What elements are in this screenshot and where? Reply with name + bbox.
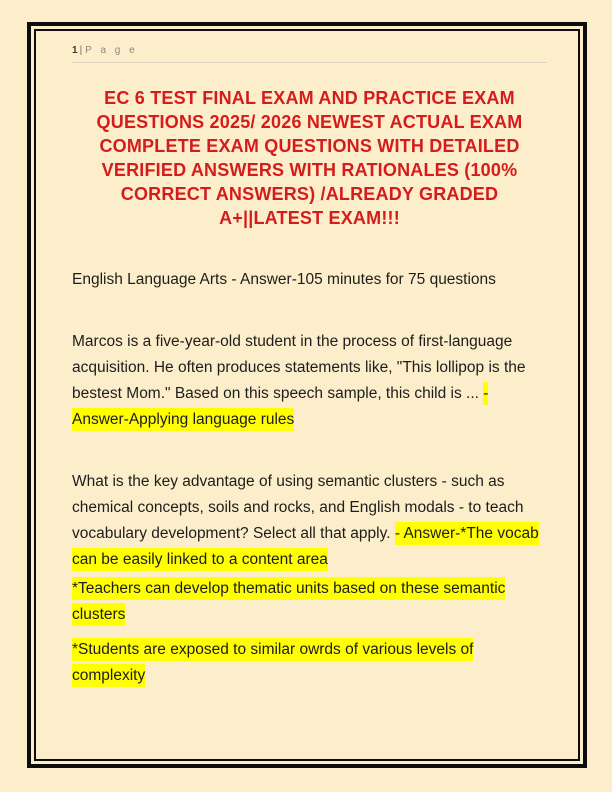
paragraph — [72, 637, 545, 689]
text-run: English Language Arts - Answer-105 minutes for 75 questions — [72, 271, 496, 288]
paragraph — [72, 576, 545, 628]
page-header — [72, 38, 547, 63]
page-header-separator: | — [79, 45, 83, 56]
body-content — [72, 267, 547, 689]
highlighted-text-run: *Teachers can develop thematic units based on these semantic clusters — [72, 577, 505, 626]
highlighted-text-run: - Answer-*The vocab can be easily linked to a content area — [72, 522, 539, 571]
page-border-frame-inner — [34, 29, 580, 761]
title-line: QUESTIONS 2025/ 2026 NEWEST ACTUAL EXAM — [96, 112, 523, 132]
highlighted-text-run: *Students are exposed to similar owrds of various levels of complexity — [72, 638, 473, 687]
title-line: EC 6 TEST FINAL EXAM AND PRACTICE EXAM — [104, 88, 515, 108]
text-run: Marcos is a five-year-old student in the process of first-language acquisition. He often produces statements like, "This lollipop is the bestest Mom." Based on this speech sample, this child is ... — [72, 333, 526, 402]
title-line: CORRECT ANSWERS) /ALREADY GRADED — [120, 184, 499, 204]
paragraph — [72, 267, 545, 293]
title-line: VERIFIED ANSWERS WITH RATIONALES (100% — [101, 160, 518, 180]
title-line: COMPLETE EXAM QUESTIONS WITH DETAILED — [99, 136, 520, 156]
page-number: 1 — [72, 45, 78, 56]
paragraph — [72, 329, 545, 433]
page-border-frame — [27, 22, 587, 768]
page-header-label: P a g e — [85, 45, 138, 56]
text-run: What is the key advantage of using semantic clusters - such as chemical concepts, soils and rocks, and English modals - to teach vocabulary development? Select all that apply. — [72, 473, 524, 542]
paragraph — [72, 469, 545, 573]
document-title — [72, 86, 547, 230]
title-line: A+||LATEST EXAM!!! — [219, 208, 400, 228]
highlighted-text-run: - Answer-Applying language rules — [72, 382, 488, 431]
